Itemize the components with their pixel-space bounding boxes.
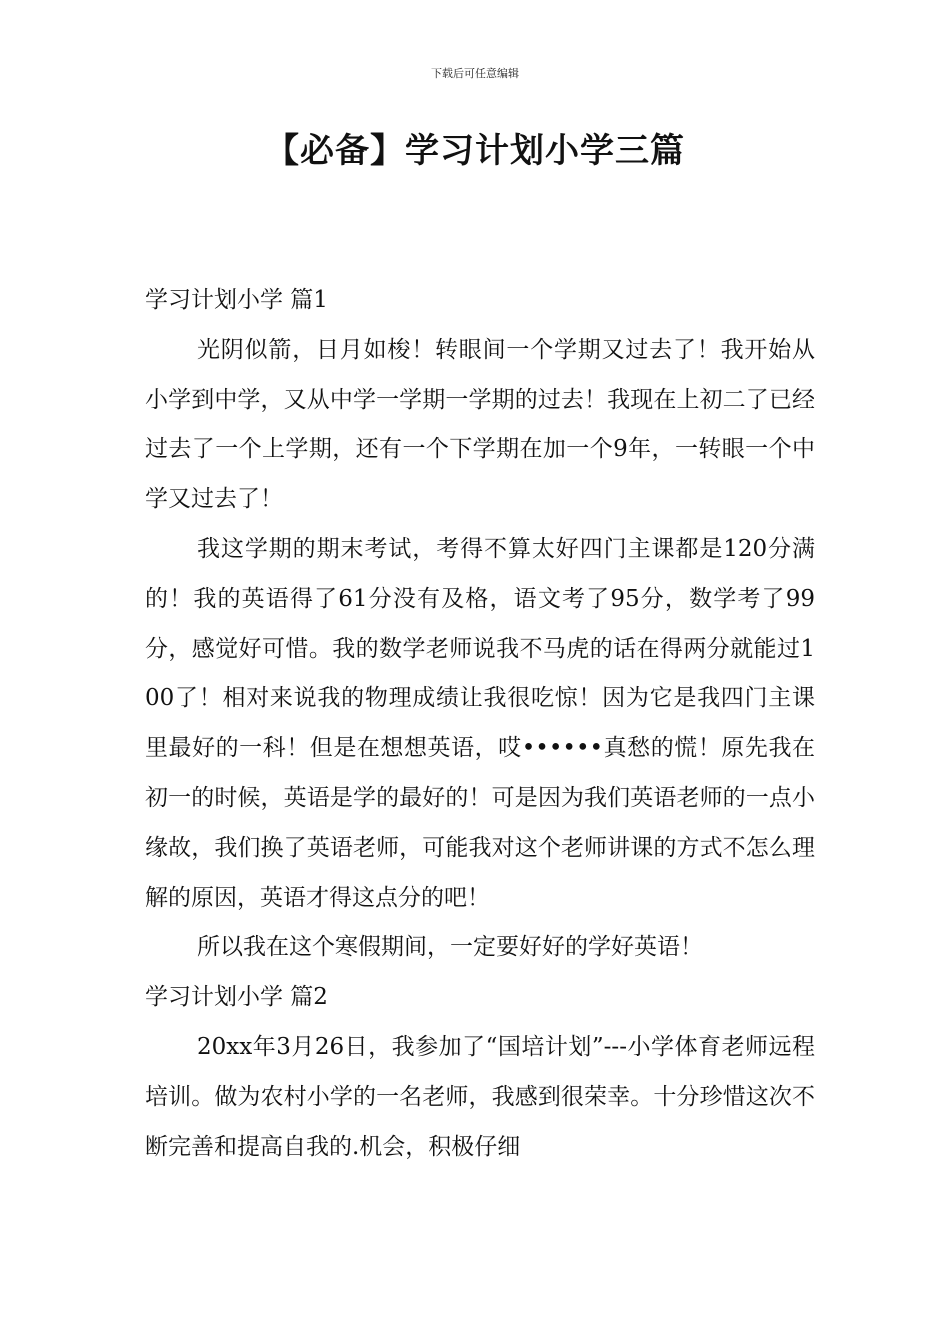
paragraph: 光阴似箭，日月如梭！转眼间一个学期又过去了！我开始从小学到中学，又从中学一学期一学期的过去！我现在上初二了已经过去了一个上学期，还有一个下学期在加一个9年，一转眼一个中学又过去了！ (145, 336, 815, 513)
document-title: 【必备】学习计划小学三篇 (265, 131, 685, 171)
document-body (145, 276, 815, 1172)
paragraph: 所以我在这个寒假期间，一定要好好的学好英语！ (197, 934, 703, 961)
header-note: 下载后可任意编辑 (431, 67, 519, 80)
paragraph: 20xx年3月26日，我参加了“国培计划”---小学体育老师远程培训。做为农村小学的一名老师，我感到很荣幸。十分珍惜这次不断完善和提高自我的.机会，积极仔细 (145, 1033, 815, 1160)
section-heading: 学习计划小学 篇1 (145, 287, 328, 313)
paragraph: 我这学期的期末考试，考得不算太好四门主课都是120分满的！我的英语得了61分没有及格，语文考了95分，数学考了99分，感觉好可惜。我的数学老师说我不马虎的话在得两分就能过100了！相对来说我的物理成绩让我很吃惊！因为它是我四门主课里最好的一科！但是在想想英语，哎••••••真愁的慌！原先我在初一的时候，英语是学的最好的！可是因为我们英语老师的一点小缘故，我们换了英语老师，可能我对这个老师讲课的方式不怎么理解的原因，英语才得这点分的吧！ (145, 535, 815, 911)
section-heading: 学习计划小学 篇2 (145, 984, 328, 1011)
